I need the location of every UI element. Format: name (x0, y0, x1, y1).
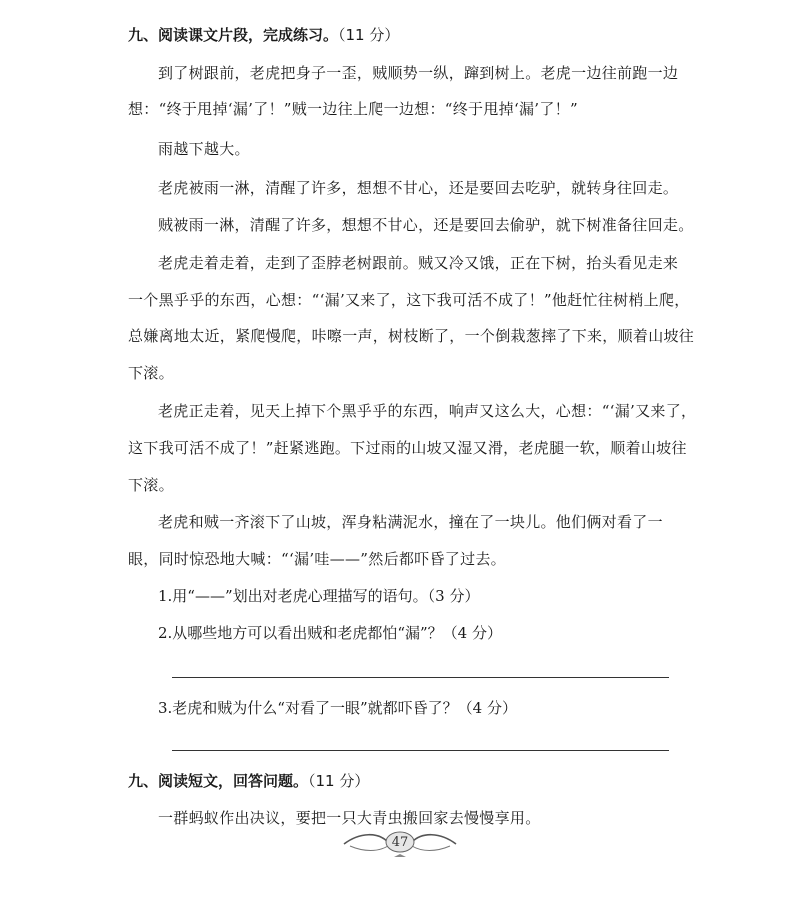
passage-line: 一个黑乎乎的东西，心想：“‘漏’又来了，这下我可活不成了！”他赶忙往树梢上爬， (128, 291, 690, 309)
passage-line: 贼被雨一淋，清醒了许多，想想不甘心，还是要回去偷驴，就下树准备往回走。 (158, 216, 694, 234)
passage-line: 总嫌离地太近，紧爬慢爬，咔嚓一声，树枝断了，一个倒栽葱摔了下来，顺着山坡往 (128, 327, 695, 345)
passage-line: 到了树跟前，老虎把身子一歪，贼顺势一纵，蹿到树上。老虎一边往前跑一边 (158, 64, 679, 82)
section-heading (128, 770, 369, 791)
passage-line: 雨越下越大。 (158, 140, 250, 158)
passage-line: 老虎和贼一齐滚下了山坡，浑身粘满泥水，撞在了一块儿。他们俩对看了一 (158, 513, 663, 531)
passage-line: 下滚。 (128, 476, 174, 494)
passage-line: 想：“终于甩掉‘漏’了！”贼一边往上爬一边想：“终于甩掉‘漏’了！” (128, 100, 578, 118)
question-1: 1.用“——”划出对老虎心理描写的语句。（3 分） (158, 587, 480, 605)
passage-line: 眼，同时惊恐地大喊：“‘漏’哇——”然后都吓昏了过去。 (128, 550, 506, 568)
passage-line: 老虎走着走着，走到了歪脖老树跟前。贼又冷又饿，正在下树，抬头看见走来 (158, 254, 679, 272)
section-heading (128, 24, 399, 45)
answer-line[interactable] (172, 677, 669, 678)
passage-line: 一群蚂蚁作出决议，要把一只大青虫搬回家去慢慢享用。 (158, 809, 541, 827)
section-score: （11 分） (308, 772, 370, 790)
passage-line: 老虎被雨一淋，清醒了许多，想想不甘心，还是要回去吃驴，就转身往回走。 (158, 179, 679, 197)
passage-line: 这下我可活不成了！”赶紧逃跑。下过雨的山坡又湿又滑，老虎腿一软，顺着山坡往 (128, 439, 687, 457)
page-number: 47 (391, 835, 409, 850)
page-footer (340, 828, 460, 858)
answer-line[interactable] (172, 750, 669, 751)
passage-line: 老虎正走着，见天上掉下个黑乎乎的东西，响声又这么大，心想：“‘漏’又来了， (158, 402, 697, 420)
section-title: 九、阅读课文片段，完成练习。 (128, 26, 339, 44)
section-score: （11 分） (338, 26, 400, 44)
passage-line: 下滚。 (128, 364, 174, 382)
section-title: 九、阅读短文，回答问题。 (128, 772, 309, 790)
question-3: 3.老虎和贼为什么“对看了一眼”就都吓昏了？（4 分） (158, 699, 517, 717)
question-2: 2.从哪些地方可以看出贼和老虎都怕“漏”？（4 分） (158, 624, 502, 642)
